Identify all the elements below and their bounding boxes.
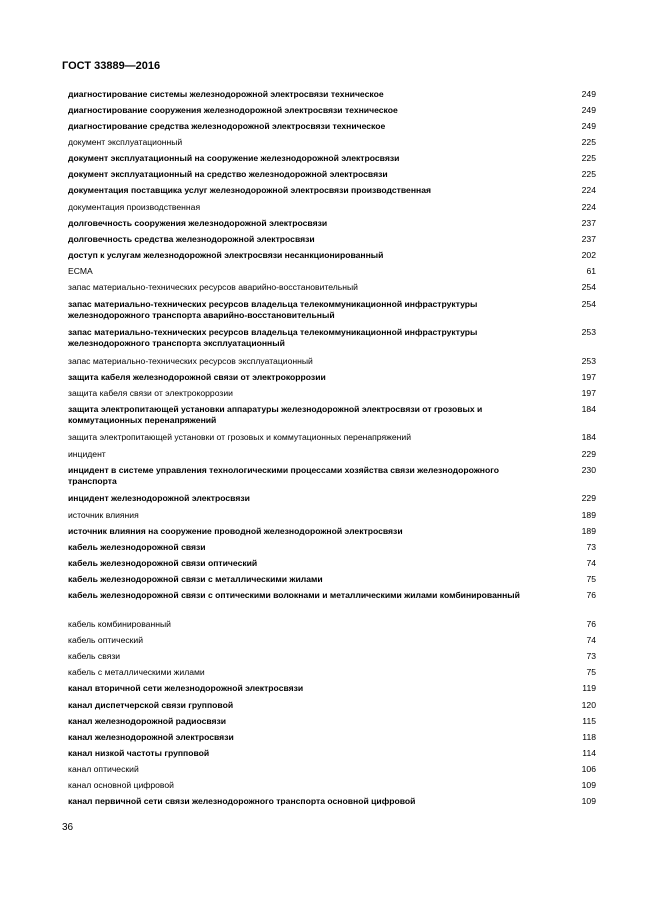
index-term: инцидент железнодорожной электросвязи [68, 493, 250, 503]
index-entry [68, 105, 596, 116]
index-page-ref: 115 [582, 716, 596, 726]
index-page-ref: 197 [581, 388, 596, 398]
index-term: документация производственная [68, 202, 201, 212]
index-term: кабель с металлическими жилами [68, 667, 205, 677]
index-page-ref: 106 [581, 764, 596, 774]
index-entry [68, 764, 596, 775]
index-entry [68, 218, 596, 229]
index-term: кабель железнодорожной связи с металлическими жилами [68, 574, 323, 584]
index-entry [68, 404, 596, 426]
index-entry [68, 683, 596, 694]
index-term: инцидент [68, 449, 106, 459]
index-entry [68, 526, 596, 537]
index-page-ref: 237 [581, 234, 596, 244]
index-page-ref: 254 [581, 299, 596, 309]
index-entry [68, 465, 596, 487]
index-page-ref: 73 [586, 651, 596, 661]
index-term: долговечность сооружения железнодорожной электросвязи [68, 218, 328, 228]
index-entry [68, 388, 596, 399]
index-entry [68, 202, 596, 213]
document-header: ГОСТ 33889—2016 [62, 60, 161, 72]
index-page-ref: 225 [581, 153, 596, 163]
index-term: запас материально-технических ресурсов аварийно-восстановительный [68, 282, 358, 292]
index-entry [68, 542, 596, 553]
index-term: документ эксплуатационный [68, 137, 183, 147]
index-term: доступ к услугам железнодорожной электросвязи несанкционированный [68, 250, 384, 260]
index-page-ref: 249 [581, 105, 596, 115]
index-page-ref: 74 [586, 558, 596, 568]
index-term: документация поставщика услуг железнодорожной электросвязи производственная [68, 185, 432, 195]
index-term: источник влияния на сооружение проводной железнодорожной электросвязи [68, 526, 403, 536]
index-page-ref: 74 [586, 635, 596, 645]
index-term: запас материально-технических ресурсов владельца телекоммуникационной инфраструктуры железнодорожного транспорта эксплуатационный [68, 327, 478, 348]
index-page-ref: 202 [581, 250, 596, 260]
index-page-ref: 249 [581, 89, 596, 99]
index-term: кабель железнодорожной связи оптический [68, 558, 258, 568]
index-entry [68, 635, 596, 646]
index-page-ref: 189 [581, 510, 596, 520]
index-page-ref: 230 [581, 465, 596, 475]
index-term: источник влияния [68, 510, 139, 520]
index-term: диагностирование системы железнодорожной электросвязи техническое [68, 89, 384, 99]
index-entry [68, 667, 596, 678]
index-page-ref: 75 [586, 574, 596, 584]
index-page-ref: 229 [581, 449, 596, 459]
index-page-ref: 109 [581, 780, 596, 790]
index-term: канал основной цифровой [68, 780, 174, 790]
index-entry [68, 493, 596, 504]
index-entry [68, 234, 596, 245]
index-entry [68, 372, 596, 383]
index-entry [68, 449, 596, 460]
index-page-ref: 224 [581, 202, 596, 212]
index-entry [68, 282, 596, 293]
index-entry [68, 250, 596, 261]
index-page-ref: 120 [581, 700, 596, 710]
index-entry [68, 716, 596, 727]
index-page-ref: 119 [582, 683, 596, 693]
index-term: документ эксплуатационный на средство железнодорожной электросвязи [68, 169, 388, 179]
index-entry [68, 558, 596, 569]
index-entry [68, 266, 596, 277]
index-term: кабель связи [68, 651, 121, 661]
index-entry [68, 169, 596, 180]
index-term: канал железнодорожной электросвязи [68, 732, 234, 742]
index-page-ref: 76 [586, 590, 596, 600]
index-entry [68, 590, 596, 601]
index-term: канал железнодорожной радиосвязи [68, 716, 227, 726]
index-term: диагностирование сооружения железнодорожной электросвязи техническое [68, 105, 398, 115]
index-entry [68, 137, 596, 148]
index-entry [68, 574, 596, 585]
index-page-ref: 76 [586, 619, 596, 629]
index-page-ref: 184 [581, 432, 596, 442]
index-page-ref: 73 [586, 542, 596, 552]
index-page-ref: 184 [581, 404, 596, 414]
index-term: кабель комбинированный [68, 619, 171, 629]
index-page-ref: 118 [582, 732, 596, 742]
index-term: защита электропитающей установки аппаратуры железнодорожной электросвязи от грозовых и коммутационных перенапряжений [68, 404, 483, 425]
index-entry [68, 651, 596, 662]
index-term: кабель железнодорожной связи [68, 542, 206, 552]
index-page-ref: 253 [581, 327, 596, 337]
index-entry [68, 700, 596, 711]
index-entry [68, 732, 596, 743]
index-page-ref: 229 [581, 493, 596, 503]
index-term: запас материально-технических ресурсов владельца телекоммуникационной инфраструктуры железнодорожного транспорта аварийно-восстановительный [68, 299, 478, 320]
index-entry [68, 153, 596, 164]
index-page-ref: 224 [581, 185, 596, 195]
index-term: канал оптический [68, 764, 139, 774]
index-term: канал вторичной сети железнодорожной электросвязи [68, 683, 304, 693]
index-term: документ эксплуатационный на сооружение железнодорожной электросвязи [68, 153, 400, 163]
index-page-ref: 254 [581, 282, 596, 292]
index-page-ref: 114 [582, 748, 596, 758]
index-entry [68, 185, 596, 196]
index-term: защита электропитающей установки от грозовых и коммутационных перенапряжений [68, 432, 412, 442]
index-page-ref: 61 [586, 266, 596, 276]
index-page-ref: 237 [581, 218, 596, 228]
index-entry [68, 748, 596, 759]
index-term: долговечность средства железнодорожной электросвязи [68, 234, 315, 244]
index-term: запас материально-технических ресурсов эксплуатационный [68, 356, 313, 366]
index-page-ref: 75 [586, 667, 596, 677]
page-number: 36 [62, 822, 74, 833]
index-page-ref: 225 [581, 137, 596, 147]
index-entry [68, 619, 596, 630]
index-term: канал низкой частоты групповой [68, 748, 210, 758]
index-entry [68, 780, 596, 791]
index-term: канал диспетчерской связи групповой [68, 700, 234, 710]
index-entry [68, 432, 596, 443]
index-term: ЕСМА [68, 266, 93, 276]
index-page-ref: 109 [581, 796, 596, 806]
index-term: кабель железнодорожной связи с оптическими волокнами и металлическими жилами комбинированный [68, 590, 520, 600]
index-entry [68, 121, 596, 132]
index-term: диагностирование средства железнодорожной электросвязи техническое [68, 121, 386, 131]
index-entry [68, 299, 596, 321]
index-entry [68, 356, 596, 367]
index-page-ref: 249 [581, 121, 596, 131]
index-entry [68, 327, 596, 349]
index-page-ref: 189 [581, 526, 596, 536]
index-page-ref: 253 [581, 356, 596, 366]
index-term: инцидент в системе управления технологическими процессами хозяйства связи железнодорожного транспорта [68, 465, 499, 486]
index-term: защита кабеля железнодорожной связи от электрокоррозии [68, 372, 326, 382]
index-entry [68, 89, 596, 100]
index-term: кабель оптический [68, 635, 144, 645]
index-entry [68, 510, 596, 521]
index-page-ref: 225 [581, 169, 596, 179]
index-term: канал первичной сети связи железнодорожного транспорта основной цифровой [68, 796, 416, 806]
index-page-ref: 197 [581, 372, 596, 382]
index-entry [68, 796, 596, 807]
index-term: защита кабеля связи от электрокоррозии [68, 388, 233, 398]
